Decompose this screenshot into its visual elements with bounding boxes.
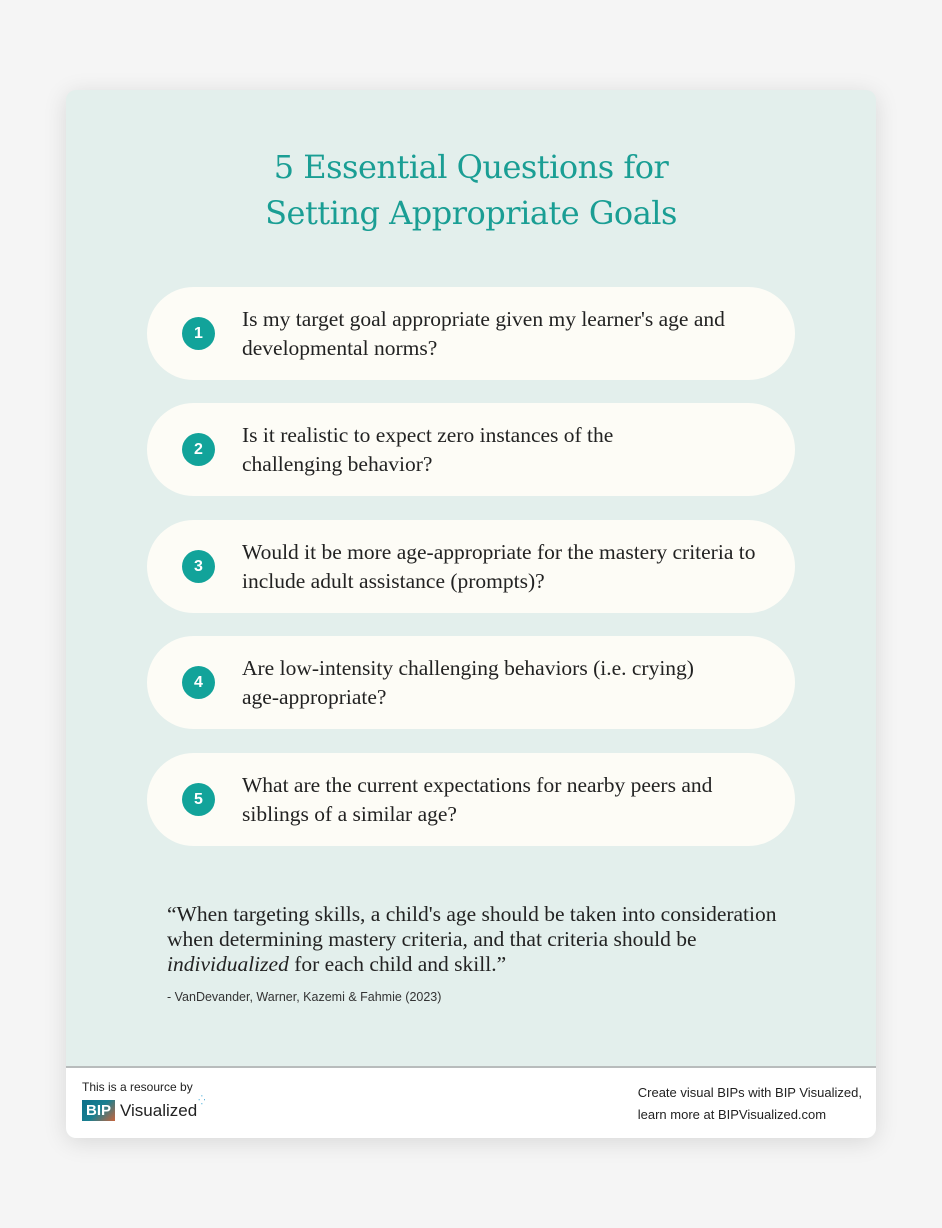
number-badge: 1 — [182, 317, 215, 350]
number-badge: 3 — [182, 550, 215, 583]
question-text: Is my target goal appropriate given my learner's age and developmental norms? — [242, 307, 725, 360]
footer-cta — [638, 1082, 862, 1126]
question-text: Is it realistic to expect zero instances of the challenging behavior? — [242, 423, 614, 476]
cta-line-2[interactable]: learn more at BIPVisualized.com — [637, 1107, 827, 1122]
question-item — [147, 520, 795, 613]
quote — [167, 902, 807, 977]
logo-text: Visualized — [120, 1100, 198, 1120]
question-text: Would it be more age-appropriate for the mastery criteria to include adult assistance (prompts)? — [242, 540, 756, 593]
question-item — [147, 287, 795, 380]
bip-visualized-logo[interactable] — [82, 1095, 206, 1121]
logo-mark: BIP — [82, 1100, 115, 1121]
infographic-card — [66, 90, 876, 1138]
number-badge: 5 — [182, 783, 215, 816]
quote-emphasis: individualized — [167, 952, 289, 976]
question-item — [147, 403, 795, 496]
title-line-2: Setting Appropriate Goals — [265, 194, 677, 232]
quote-text: “When targeting skills, a child's age should be taken into consideration when determining mastery criteria, and that criteria should be — [167, 902, 777, 951]
footer — [66, 1066, 876, 1138]
citation: - VanDevander, Warner, Kazemi & Fahmie (2023) — [167, 990, 442, 1004]
sparkle-icon: ⁛ — [198, 1095, 206, 1105]
question-text: What are the current expectations for nearby peers and siblings of a similar age? — [242, 773, 713, 826]
question-item — [147, 753, 795, 846]
number-badge: 2 — [182, 433, 215, 466]
page-title — [66, 144, 876, 236]
resource-by-label: This is a resource by — [82, 1080, 193, 1094]
number-badge: 4 — [182, 666, 215, 699]
question-item — [147, 636, 795, 729]
quote-text-end: for each child and skill.” — [288, 952, 507, 976]
cta-line-1: Create visual BIPs with BIP Visualized, — [637, 1085, 862, 1100]
question-text: Are low-intensity challenging behaviors (i.e. crying) age-appropriate? — [242, 656, 694, 709]
title-line-1: 5 Essential Questions for — [273, 148, 669, 186]
